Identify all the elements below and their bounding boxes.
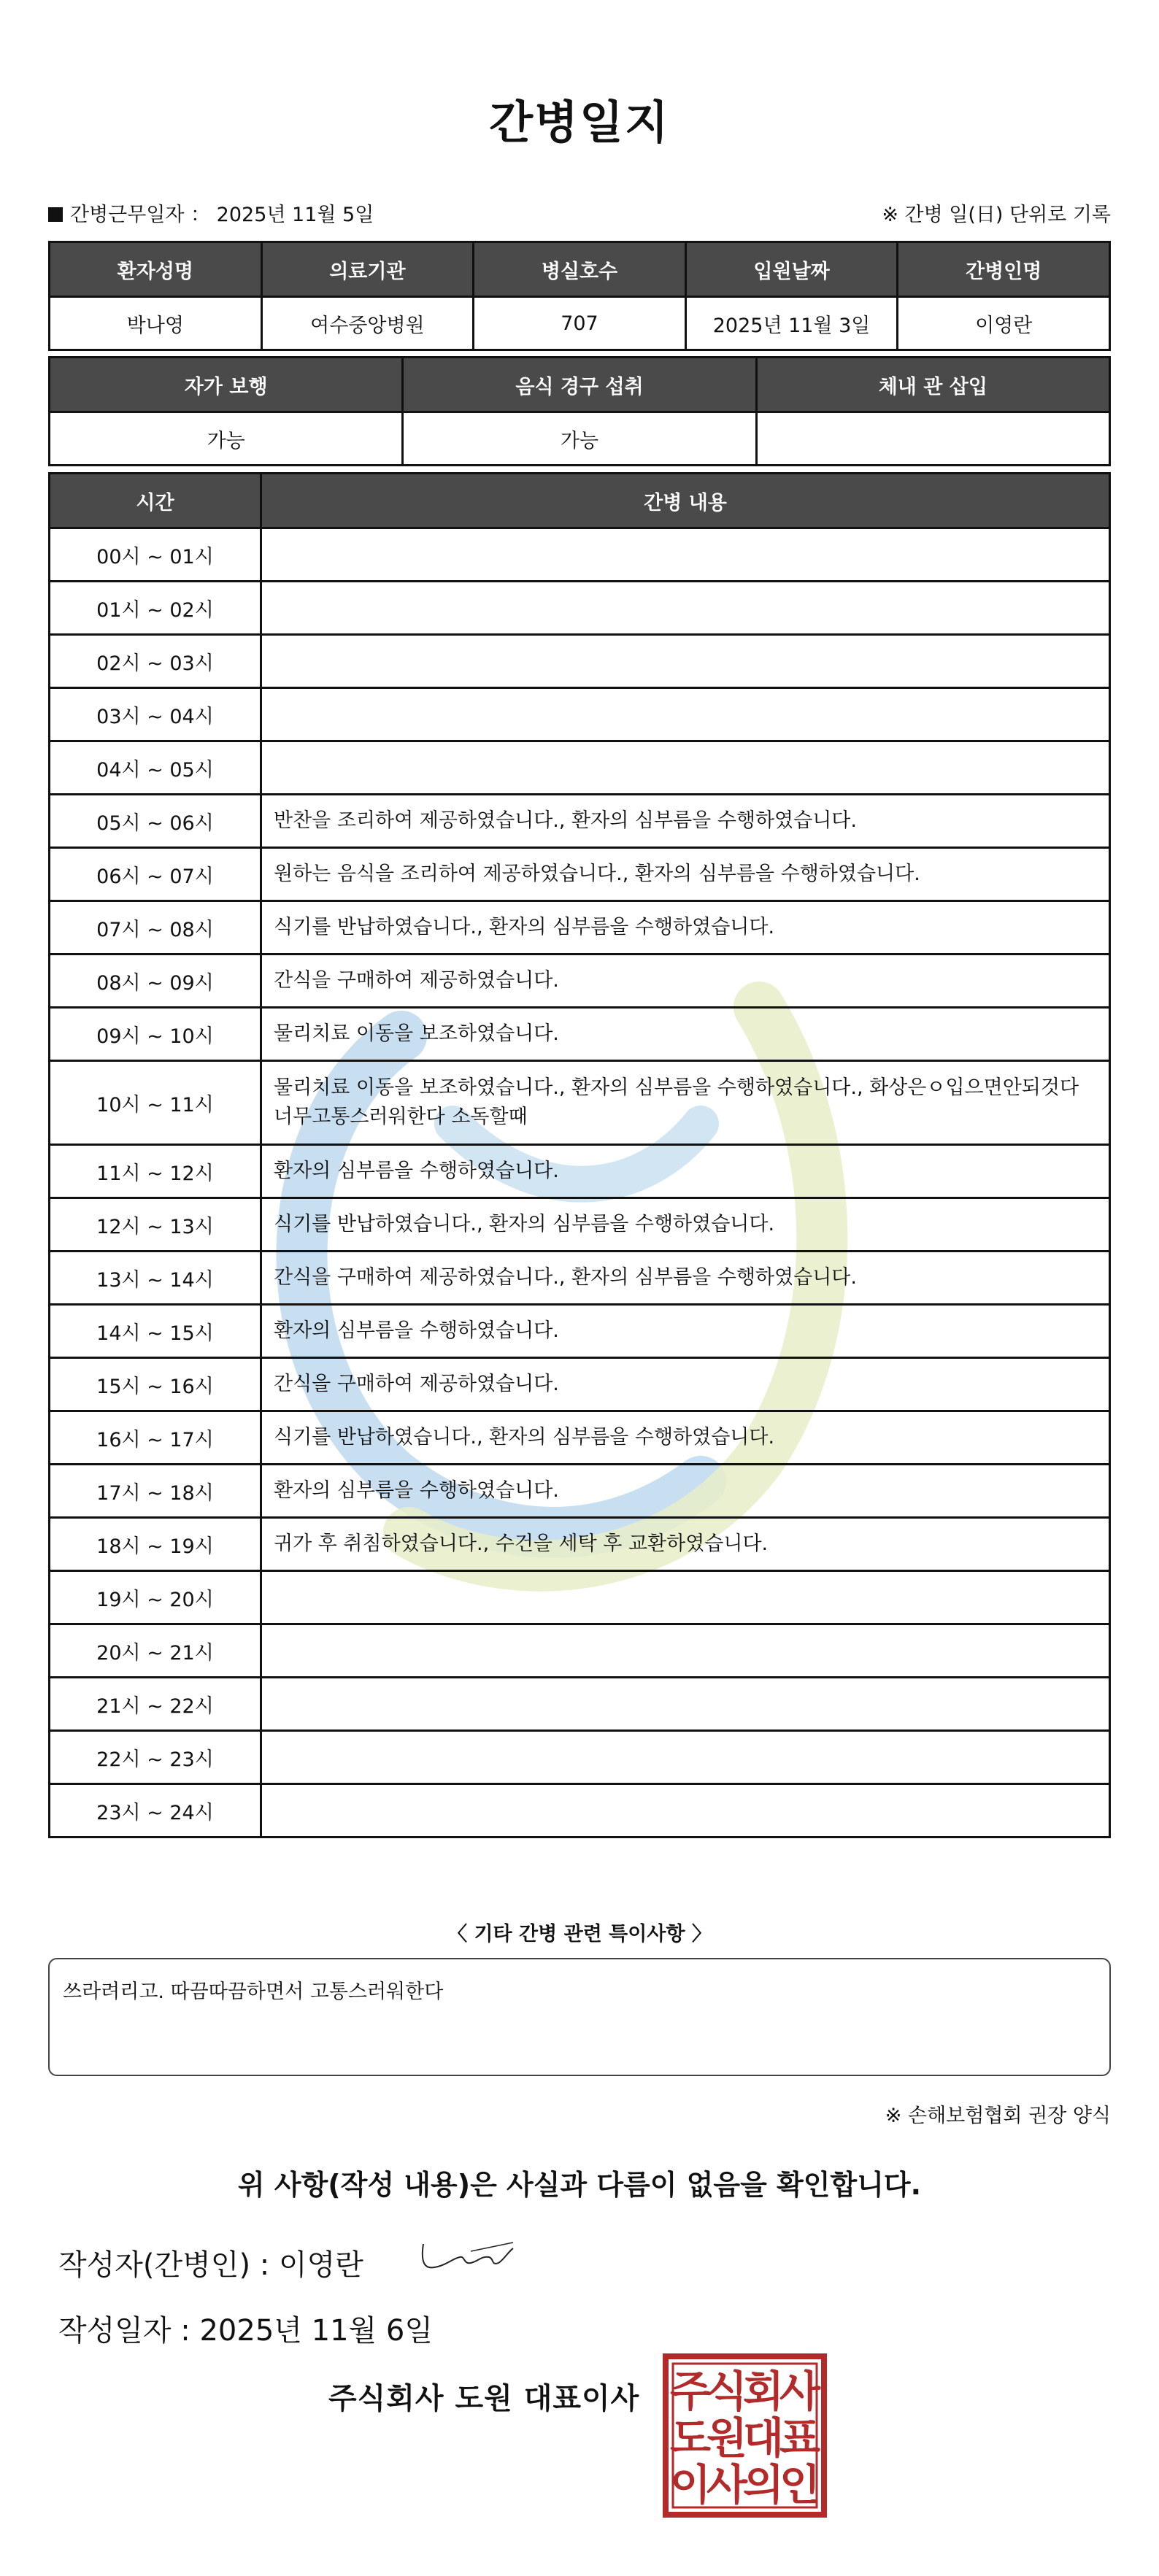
time-slot: 19시 ~ 20시 [50,1571,261,1624]
time-slot: 11시 ~ 12시 [50,1145,261,1198]
time-slot: 22시 ~ 23시 [50,1731,261,1784]
time-slot: 15시 ~ 16시 [50,1358,261,1411]
time-slot: 14시 ~ 15시 [50,1305,261,1358]
hospital: 여수중앙병원 [261,297,474,350]
care-content: 환자의 심부름을 수행하였습니다. [261,1145,1110,1198]
care-content [261,1678,1110,1731]
table-row [50,1678,1110,1731]
table-row [50,1358,1110,1411]
header-tube: 체내 관 삽입 [756,358,1109,412]
patient-info-table [48,241,1111,351]
care-content: 원하는 음식을 조리하여 제공하였습니다., 환자의 심부름을 수행하였습니다. [261,848,1110,901]
table-row [50,1008,1110,1061]
header-hospital: 의료기관 [261,242,474,297]
square-bullet-icon [48,207,63,222]
care-content: 환자의 심부름을 수행하였습니다. [261,1465,1110,1518]
header-admission-date: 입원날짜 [685,242,898,297]
seal-character: 도 [669,2413,712,2463]
written-date: 작성일자 : 2025년 11월 6일 [58,2314,433,2348]
table-row [50,1061,1110,1145]
care-content: 간식을 구매하여 제공하였습니다., 환자의 심부름을 수행하였습니다. [261,1252,1110,1305]
header-room: 병실호수 [474,242,686,297]
care-content [261,1731,1110,1784]
time-slot: 12시 ~ 13시 [50,1198,261,1252]
time-slot: 13시 ~ 14시 [50,1252,261,1305]
care-content [261,1571,1110,1624]
time-slot: 21시 ~ 22시 [50,1678,261,1731]
care-content [261,1624,1110,1678]
care-content: 물리치료 이동을 보조하였습니다. [261,1008,1110,1061]
table-row [50,582,1110,635]
care-log-table [48,472,1111,1838]
care-content: 반찬을 조리하여 제공하였습니다., 환자의 심부름을 수행하였습니다. [261,795,1110,848]
special-notes-title: 〈 기타 간병 관련 특이사항 〉 [447,1923,712,1946]
time-slot: 02시 ~ 03시 [50,635,261,688]
time-slot: 04시 ~ 05시 [50,741,261,795]
care-content: 간식을 구매하여 제공하였습니다. [261,1358,1110,1411]
caregiver-name: 이영란 [898,297,1110,350]
care-content: 식기를 반납하였습니다., 환자의 심부름을 수행하였습니다. [261,1411,1110,1465]
time-slot: 10시 ~ 11시 [50,1061,261,1145]
time-slot: 08시 ~ 09시 [50,955,261,1008]
time-slot: 20시 ~ 21시 [50,1624,261,1678]
time-slot: 06시 ~ 07시 [50,848,261,901]
table-row [50,848,1110,901]
work-date [48,198,374,227]
seal-character: 회 [742,2367,785,2416]
admission-date: 2025년 11월 3일 [685,297,898,350]
time-slot: 05시 ~ 06시 [50,795,261,848]
care-content: 물리치료 이동을 보조하였습니다., 환자의 심부름을 수행하였습니다., 화상은ㅇ입으면안되것다 너무고통스러워한다 소독할때 [261,1061,1110,1145]
care-content [261,582,1110,635]
care-content [261,1784,1110,1837]
table-row [50,955,1110,1008]
recommend-note: ※ 손해보험협회 권장 양식 [885,2105,1111,2127]
table-row [50,1465,1110,1518]
time-slot: 09시 ~ 10시 [50,1008,261,1061]
seal-character: 주 [669,2367,712,2416]
care-content: 식기를 반납하였습니다., 환자의 심부름을 수행하였습니다. [261,1198,1110,1252]
table-row [50,901,1110,955]
table-row [50,795,1110,848]
header-patient-name: 환자성명 [50,242,262,297]
table-row [50,1731,1110,1784]
writer-line: 작성자(간병인) : 이영란 [58,2248,363,2282]
signature [420,2229,515,2280]
table-row [50,1252,1110,1305]
seal-character: 대 [742,2413,785,2463]
table-row [50,1571,1110,1624]
special-notes-box [48,1958,1111,2076]
table-row [50,1624,1110,1678]
seal-character: 이 [669,2460,712,2510]
care-content [261,635,1110,688]
table-row [50,741,1110,795]
room-number: 707 [474,297,686,350]
time-slot: 18시 ~ 19시 [50,1518,261,1571]
special-notes-text: 쓰라려리고. 따끔따끔하면서 고통스러워한다 [63,1981,444,2003]
time-slot: 01시 ~ 02시 [50,582,261,635]
time-slot: 23시 ~ 24시 [50,1784,261,1837]
seal-character: 사 [779,2367,821,2416]
header-time: 시간 [50,474,261,528]
table-row [50,688,1110,741]
header-walking: 자가 보행 [50,358,403,412]
table-row [50,1305,1110,1358]
work-date-text: 간병근무일자 ： 2025년 11월 5일 [70,204,374,226]
time-slot: 00시 ~ 01시 [50,528,261,582]
page-title: 간병일지 [489,96,670,149]
seal-character: 원 [706,2413,748,2463]
care-content [261,528,1110,582]
unit-note: ※ 간병 일(日) 단위로 기록 [882,204,1111,226]
time-slot: 07시 ~ 08시 [50,901,261,955]
tube-status [756,412,1109,466]
care-content [261,741,1110,795]
seal-character: 의 [742,2460,785,2510]
patient-status-table [48,356,1111,466]
seal-character: 사 [706,2460,748,2510]
company-seal [663,2353,827,2518]
table-row [50,1784,1110,1837]
oral-intake-status: 가능 [403,412,756,466]
header-care-content: 간병 내용 [261,474,1110,528]
care-content [261,688,1110,741]
patient-name: 박나영 [50,297,262,350]
header-oral-intake: 음식 경구 섭취 [403,358,756,412]
care-content: 간식을 구매하여 제공하였습니다. [261,955,1110,1008]
table-row [50,528,1110,582]
seal-character: 인 [779,2460,821,2510]
table-row [50,1145,1110,1198]
company-name: 주식회사 도원 대표이사 [328,2382,640,2415]
table-row [50,1411,1110,1465]
care-content: 귀가 후 취침하였습니다., 수건을 세탁 후 교환하였습니다. [261,1518,1110,1571]
walking-status: 가능 [50,412,403,466]
time-slot: 03시 ~ 04시 [50,688,261,741]
confirmation-statement: 위 사항(작성 내용)은 사실과 다름이 없음을 확인합니다. [237,2169,922,2201]
header-caregiver: 간병인명 [898,242,1110,297]
care-content: 식기를 반납하였습니다., 환자의 심부름을 수행하였습니다. [261,901,1110,955]
seal-character: 식 [706,2367,748,2416]
table-row [50,1198,1110,1252]
care-content: 환자의 심부름을 수행하였습니다. [261,1305,1110,1358]
time-slot: 17시 ~ 18시 [50,1465,261,1518]
table-row [50,635,1110,688]
table-row [50,1518,1110,1571]
seal-character: 표 [779,2413,821,2463]
time-slot: 16시 ~ 17시 [50,1411,261,1465]
